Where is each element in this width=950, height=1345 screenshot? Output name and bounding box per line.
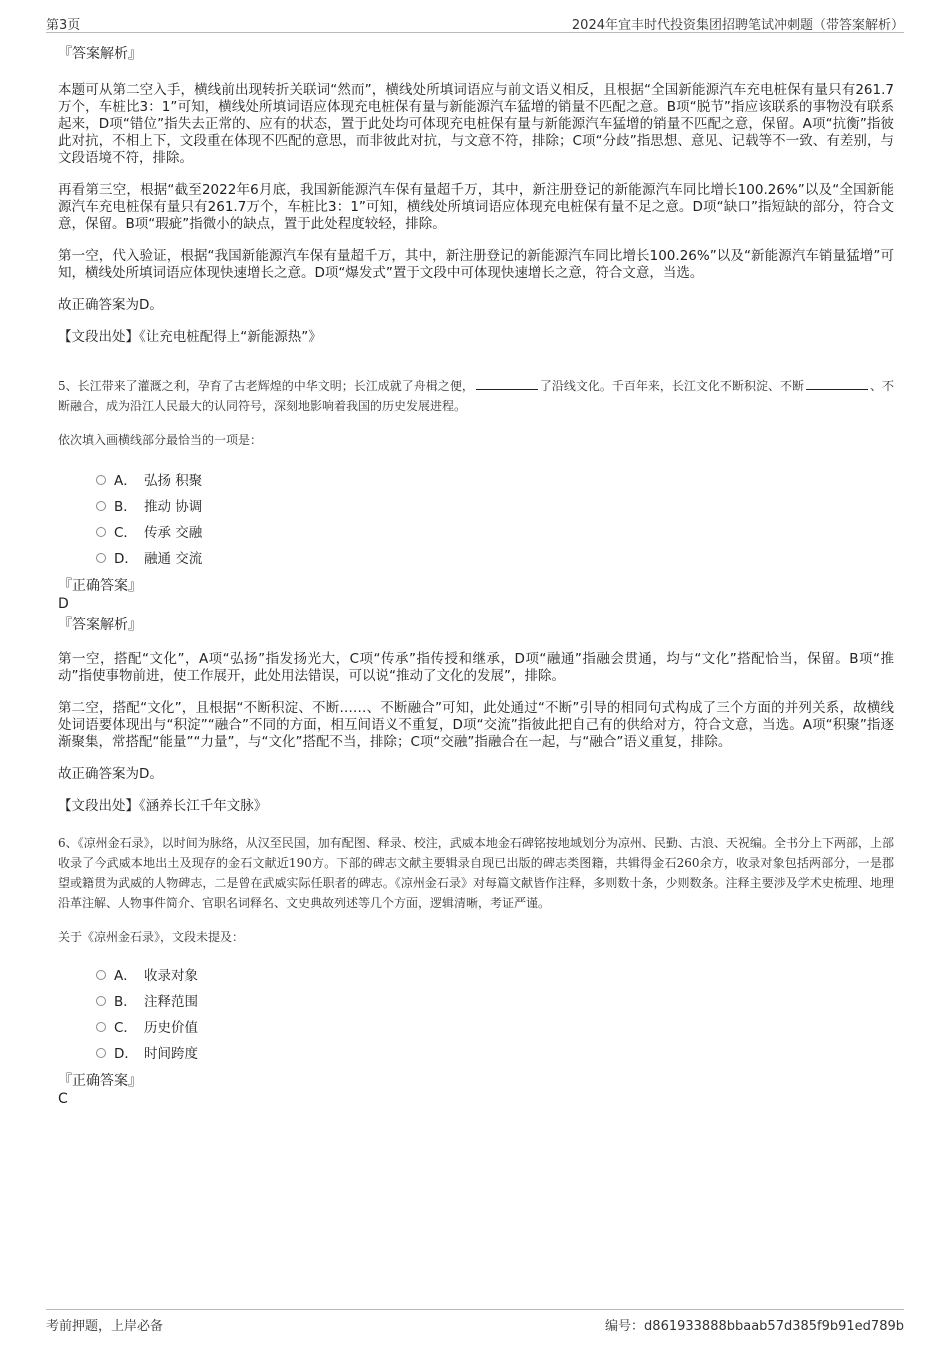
q6-option-a[interactable] [96, 963, 894, 989]
q5-option-d[interactable] [96, 546, 894, 572]
q5-options [58, 468, 894, 572]
radio-icon[interactable] [96, 553, 106, 563]
option-letter: C． [114, 1020, 137, 1036]
q4-analysis-label: 『答案解析』 [58, 46, 142, 62]
option-letter: D． [114, 1046, 138, 1062]
footer-slogan: 考前押题，上岸必备 [46, 1319, 164, 1334]
radio-icon[interactable] [96, 1048, 106, 1058]
q5-answer-label: 『正确答案』 [58, 578, 142, 594]
q5-option-a[interactable] [96, 468, 894, 494]
option-text: 推动 协调 [144, 499, 203, 515]
q5-source: 【文段出处】《涵养长江千年文脉》 [58, 798, 268, 814]
page-number: 第3页 [46, 18, 81, 33]
q5-analysis-para: 第一空，搭配“文化”，A项“弘扬”指发扬光大，C项“传承”指传授和继承，D项“融通”指融会贯通，均与“文化”搭配恰当，保留。B项“推动”指使事物前进，使工作展开，此处用法错误，可以说“推动了文化的发展”，排除。 [58, 651, 894, 684]
q5-analysis-label: 『答案解析』 [58, 617, 142, 633]
q5-stem-part: 了沿线文化。千百年来，长江文化不断积淀、不断 [539, 379, 804, 393]
q6-option-b[interactable] [96, 989, 894, 1015]
code-value: d861933888bbaab57d385f9b91ed789b [644, 1319, 904, 1334]
q5-analysis-para: 第二空，搭配“文化”，且根据“不断积淀、不断……、不断融合”可知，此处通过“不断”引导的相同句式构成了三个方面的并列关系，故横线处词语要体现出与“积淀”“融合”不同的方面，相互间语义不重复，D项“交流”指彼此把自己有的供给对方，符合文意，当选。A项“积聚”指逐渐聚集，常搭配“能量”“力量”，与“文化”搭配不当，排除；C项“交融”指融合在一起，与“融合”语义重复，排除。 [58, 700, 894, 750]
q6-answer-label: 『正确答案』 [58, 1073, 142, 1089]
page-content [58, 44, 894, 1108]
option-letter: A． [114, 968, 137, 984]
option-text: 收录对象 [144, 968, 198, 984]
radio-icon[interactable] [96, 970, 106, 980]
q4-conclusion: 故正确答案为D。 [58, 297, 163, 313]
radio-icon[interactable] [96, 475, 106, 485]
radio-icon[interactable] [96, 1022, 106, 1032]
page-footer [46, 1309, 904, 1332]
q6-prompt: 关于《凉州金石录》，文段未提及： [58, 930, 245, 944]
document-code [605, 1315, 904, 1334]
radio-icon[interactable] [96, 996, 106, 1006]
option-letter: A． [114, 473, 137, 489]
q5-stem-part: 5、长江带来了灌溉之利，孕育了古老辉煌的中华文明；长江成就了舟楫之便， [58, 379, 474, 393]
page-header [46, 12, 904, 33]
option-letter: B． [114, 994, 137, 1010]
q6-options [58, 963, 894, 1067]
fill-blank [476, 377, 538, 390]
q5-stem [58, 376, 894, 416]
q4-analysis-para: 本题可从第二空入手，横线前出现转折关联词“然而”，横线处所填词语应与前文语义相反，且根据“全国新能源汽车充电桩保有量只有261.7万个，车桩比3：1”可知，横线处所填词语应体现充电桩保有量与新能源汽车猛增的销量不匹配之意。B项“脱节”指应该联系的事物没有联系起来，D项“错位”指失去正常的、应有的状态，置于此处均可体现充电桩保有量与新能源汽车猛增的销量不匹配之意，保留。A项“抗衡”指彼此对抗，不相上下，文段重在体现不匹配的意思，而非彼此对抗，与文意不符，排除；C项“分歧”指思想、意见、记载等不一致、有差别，与文段语境不符，排除。 [58, 82, 894, 166]
q5-option-b[interactable] [96, 494, 894, 520]
option-text: 时间跨度 [144, 1046, 198, 1062]
q4-source: 【文段出处】《让充电桩配得上“新能源热”》 [58, 329, 322, 345]
q6-option-c[interactable] [96, 1015, 894, 1041]
radio-icon[interactable] [96, 527, 106, 537]
q6-stem: 6、《凉州金石录》，以时间为脉络，从汉至民国，加有配图、释录、校注，武威本地金石碑铭按地域划分为凉州、民勤、古浪、天祝编。全书分上下两部，上部收录了今武威本地出土及现存的金石文献近190方。下部的碑志文献主要辑录自现已出版的碑志类图籍，共辑得金石260余方，收录对象包括两部分，一是郡望或籍贯为武威的人物碑志，二是曾在武威实际任职者的碑志。《凉州金石录》对每篇文献皆作注释，多则数十条，少则数条。注释主要涉及学术史梳理、地理沿革注解、人物事件简介、官职名词释名、文史典故列述等几个方面，逻辑清晰，考证严谨。 [58, 836, 894, 910]
option-text: 融通 交流 [144, 551, 203, 567]
option-letter: D． [114, 551, 138, 567]
code-label: 编号： [605, 1319, 645, 1334]
q4-analysis-para: 再看第三空，根据“截至2022年6月底，我国新能源汽车保有量超千万，其中，新注册登记的新能源汽车同比增长100.26%”以及“全国新能源汽车充电桩保有量只有261.7万个，车桩比3：1”可知，横线处所填词语应体现充电桩保有量不足之意。D项“缺口”指短缺的部分，符合文意，保留。B项“瑕疵”指微小的缺点，置于此处程度较轻，排除。 [58, 182, 894, 232]
option-text: 传承 交融 [144, 525, 203, 541]
q6-option-d[interactable] [96, 1041, 894, 1067]
q5-option-c[interactable] [96, 520, 894, 546]
q5-stem-part: 、不断融合，成为沿江人民最大的认同符号，深刻地影响着我国的历史发展进程。 [58, 379, 894, 413]
q5-prompt: 依次填入画横线部分最恰当的一项是： [58, 433, 263, 447]
option-text: 历史价值 [144, 1020, 198, 1036]
q6-answer: C [58, 1091, 68, 1107]
option-letter: B． [114, 499, 137, 515]
fill-blank [806, 377, 868, 390]
document-title: 2024年宜丰时代投资集团招聘笔试冲刺题（带答案解析） [571, 18, 904, 33]
option-letter: C． [114, 525, 137, 541]
q5-answer: D [58, 596, 69, 612]
option-text: 注释范围 [144, 994, 198, 1010]
q4-analysis-para: 第一空，代入验证，根据“我国新能源汽车保有量超千万，其中，新注册登记的新能源汽车同比增长100.26%”以及“新能源汽车销量猛增”可知，横线处所填词语应体现快速增长之意。D项“爆发式”置于文段中可体现快速增长之意，符合文意，当选。 [58, 248, 894, 281]
option-text: 弘扬 积聚 [144, 473, 203, 489]
q5-conclusion: 故正确答案为D。 [58, 766, 163, 782]
radio-icon[interactable] [96, 501, 106, 511]
